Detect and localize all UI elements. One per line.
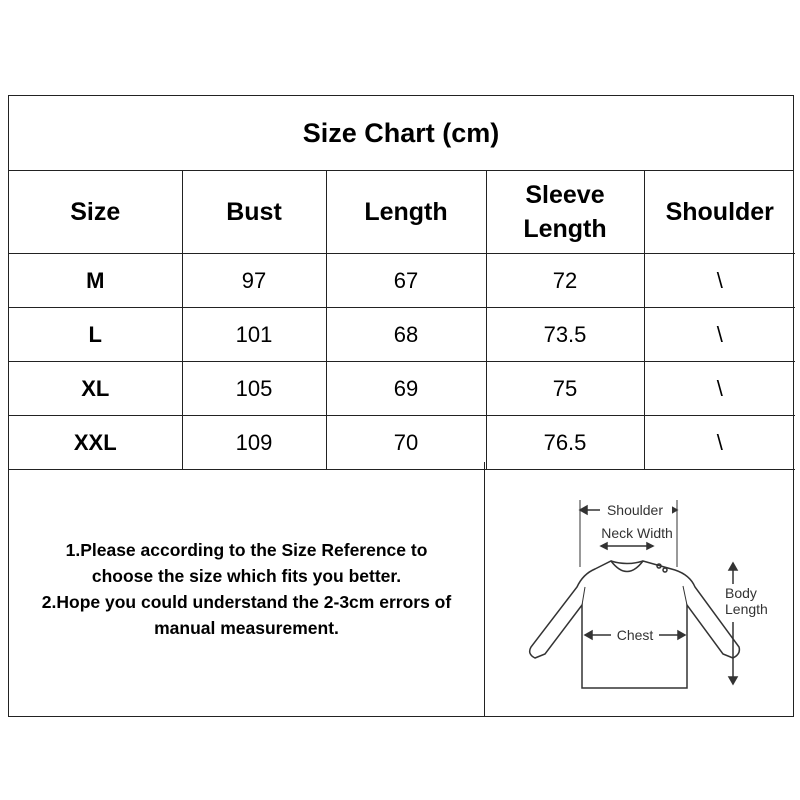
sweater-outline — [530, 561, 740, 688]
collar-line — [611, 561, 643, 564]
shoulder-cell: \ — [644, 362, 795, 416]
chart-title: Size Chart (cm) — [9, 96, 793, 171]
neck-width-label: Neck Width — [601, 525, 673, 541]
size-cell: L — [9, 308, 182, 362]
bust-cell: 97 — [182, 254, 326, 308]
sleeve-cell: 76.5 — [486, 416, 644, 470]
sleeve-seam-right — [683, 586, 687, 605]
shoulder-cell: \ — [644, 254, 795, 308]
length-cell: 69 — [326, 362, 486, 416]
header-size: Size — [9, 171, 182, 254]
sleeve-seam-left — [582, 587, 585, 605]
header-length: Length — [326, 171, 486, 254]
bottom-section — [9, 462, 793, 716]
length-cell: 68 — [326, 308, 486, 362]
bust-cell: 109 — [182, 416, 326, 470]
bust-cell: 105 — [182, 362, 326, 416]
note-line: 1.Please according to the Size Reference to — [65, 540, 428, 560]
length-cell: 67 — [326, 254, 486, 308]
header-sleeve-length — [486, 171, 644, 254]
bust-cell: 101 — [182, 308, 326, 362]
arrow-head — [580, 506, 587, 514]
header-sleeve-line1: Sleeve — [525, 181, 605, 209]
size-cell: XL — [9, 362, 182, 416]
length-cell: 70 — [326, 416, 486, 470]
chest-label: Chest — [616, 627, 654, 643]
size-cell: XXL — [9, 416, 182, 470]
sweater-diagram — [485, 462, 795, 716]
sleeve-cell: 75 — [486, 362, 644, 416]
table-row — [9, 362, 795, 416]
button-icon — [663, 568, 667, 572]
arrow-head — [647, 543, 653, 549]
body-length-label-line2: Length — [725, 601, 768, 617]
arrow-head — [729, 677, 737, 684]
table-row — [9, 254, 795, 308]
shoulder-cell: \ — [644, 308, 795, 362]
sleeve-cell: 73.5 — [486, 308, 644, 362]
arrow-head — [729, 563, 737, 570]
arrow-head — [585, 631, 592, 639]
header-sleeve-line2: Length — [523, 215, 607, 243]
shoulder-label: Shoulder — [606, 502, 664, 518]
arrow-head — [601, 543, 607, 549]
size-cell: M — [9, 254, 182, 308]
note-line: 2.Hope you could understand the 2-3cm errors of — [41, 592, 452, 612]
body-length-label-line1: Body — [725, 585, 757, 601]
header-row — [9, 171, 795, 254]
arrow-head — [678, 631, 685, 639]
note-line: manual measurement. — [154, 618, 339, 638]
header-shoulder: Shoulder — [644, 171, 795, 254]
note-line: choose the size which fits you better. — [91, 566, 402, 586]
size-chart — [8, 95, 794, 717]
shoulder-cell: \ — [644, 416, 795, 470]
sleeve-cell: 72 — [486, 254, 644, 308]
header-bust: Bust — [182, 171, 326, 254]
table-row — [9, 308, 795, 362]
measurement-diagram — [485, 462, 795, 716]
notes-panel — [9, 462, 485, 716]
size-table — [9, 171, 795, 470]
